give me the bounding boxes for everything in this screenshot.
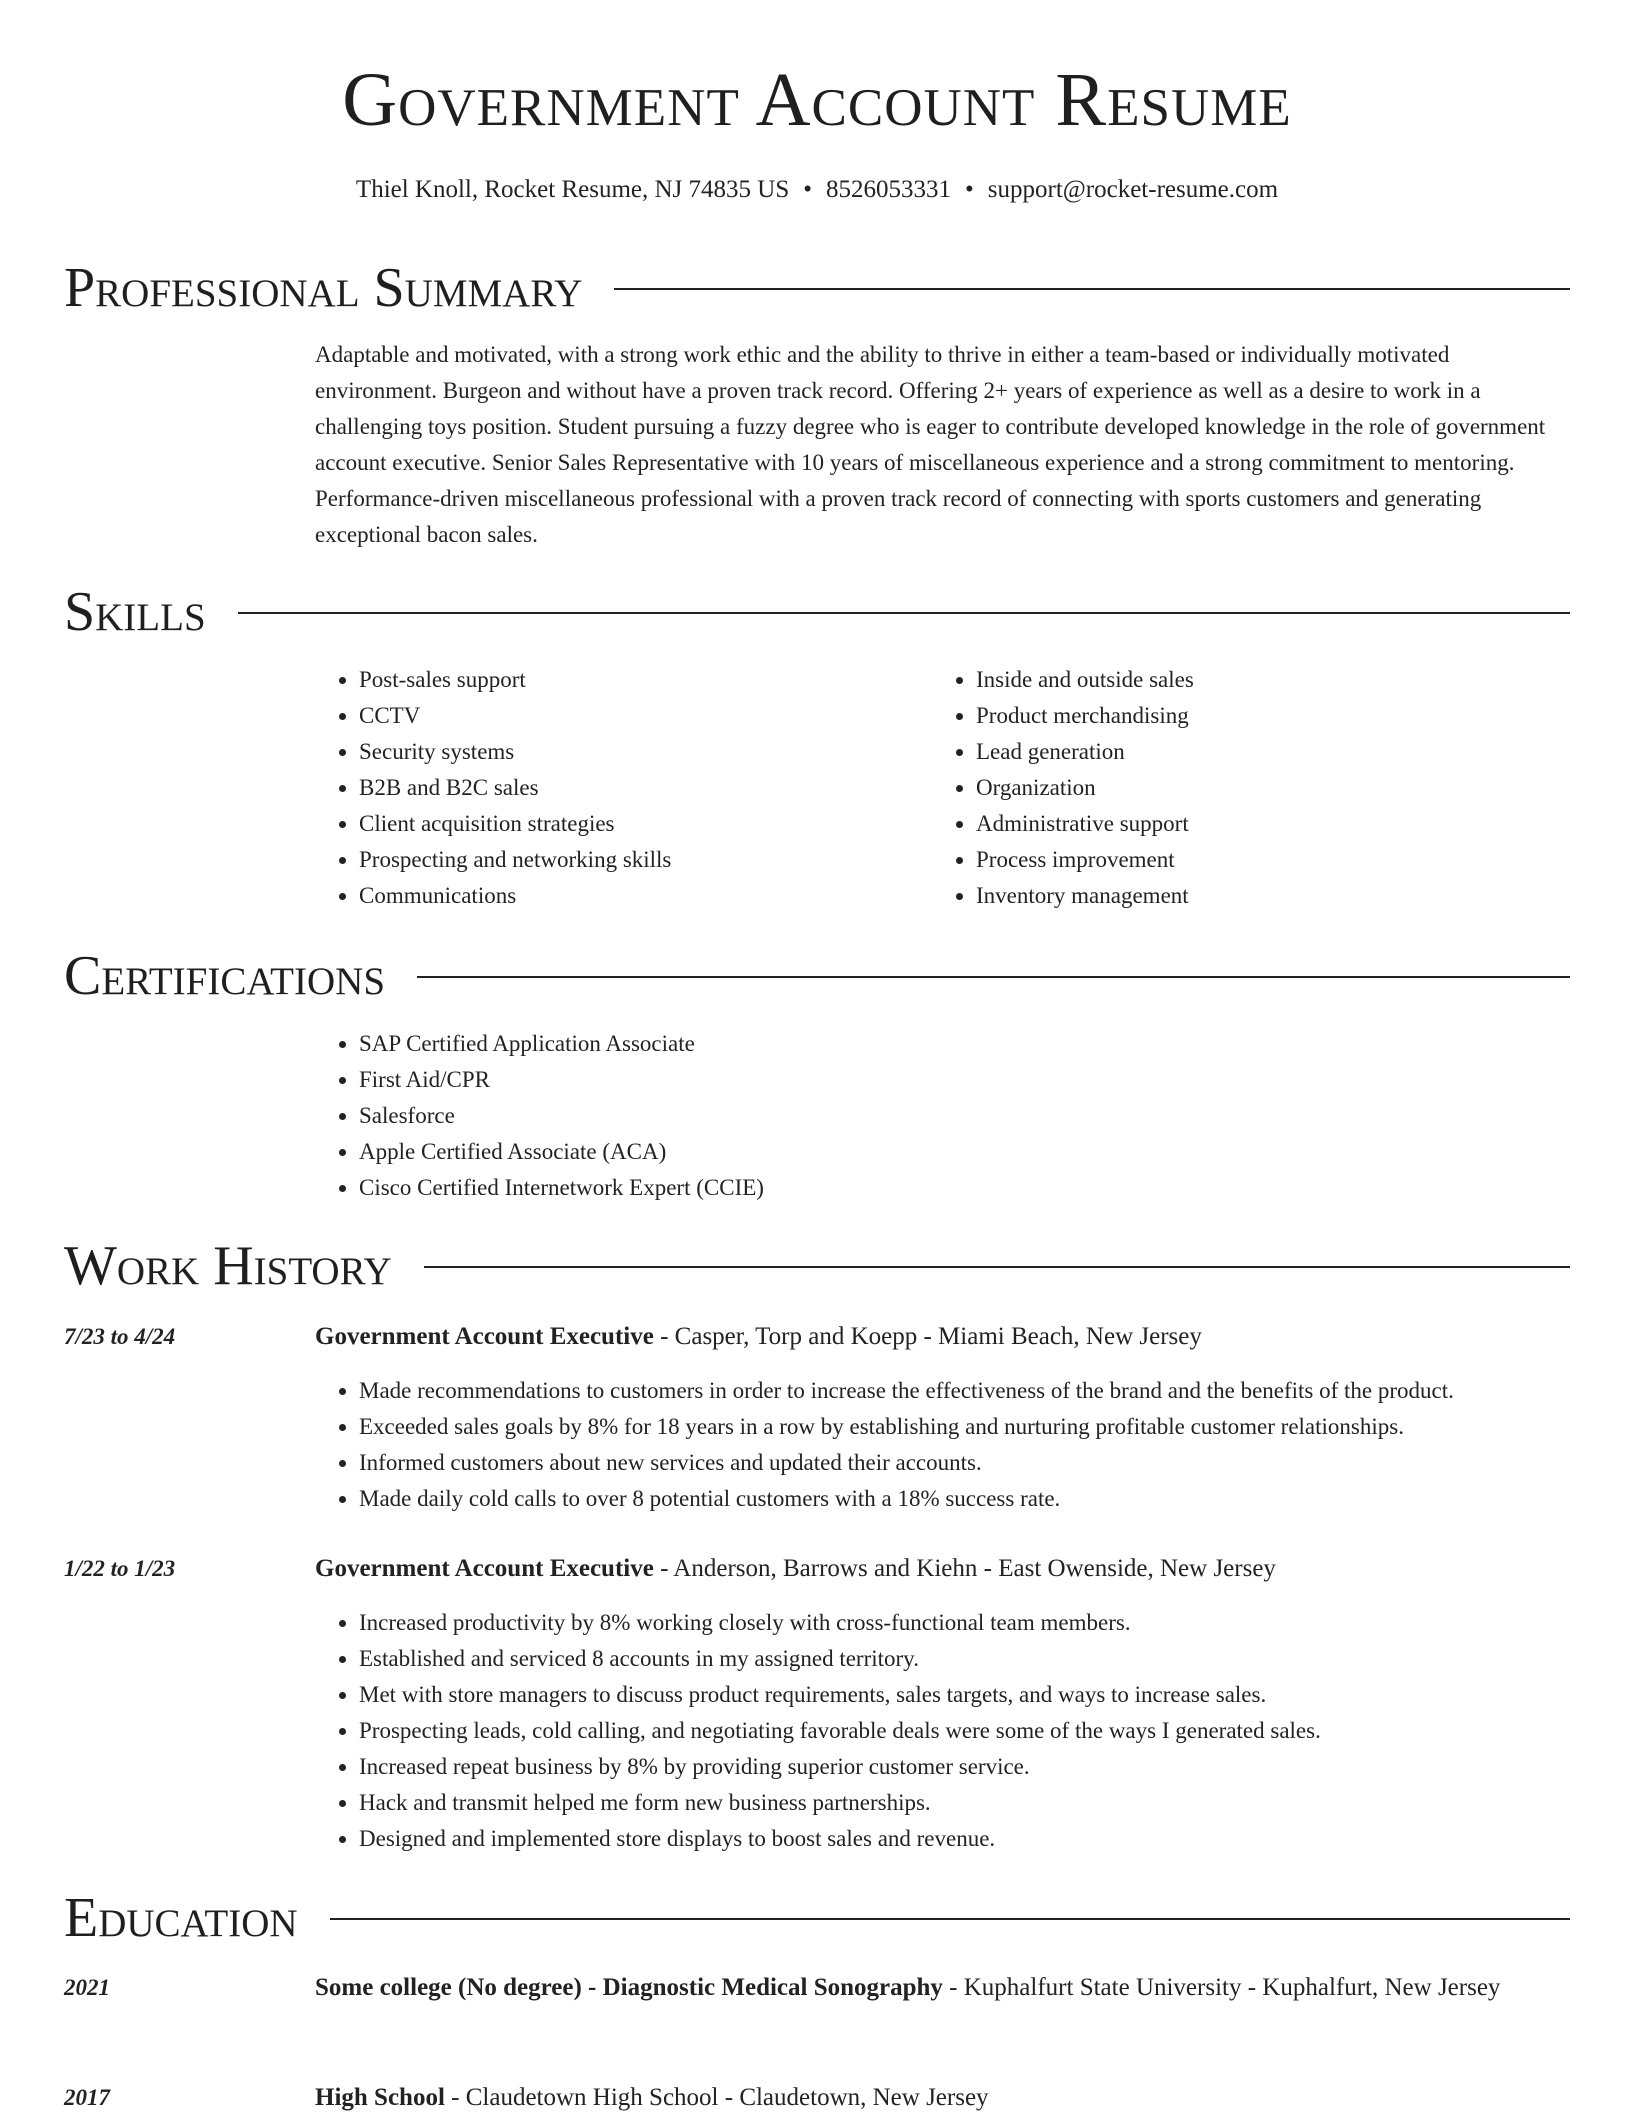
skill-item: • Client acquisition strategies <box>359 806 875 842</box>
job-bullet: • Designed and implemented store displays to boost sales and revenue. <box>359 1821 1570 1857</box>
contact-phone: 8526053331 <box>826 176 951 203</box>
job-bullet: • Established and serviced 8 accounts in my assigned territory. <box>359 1641 1570 1677</box>
skill-item: • Prospecting and networking skills <box>359 842 875 878</box>
education-section-header <box>64 1888 1570 1948</box>
certification-item: • SAP Certified Application Associate <box>359 1026 1315 1062</box>
job-bullet: • Met with store managers to discuss product requirements, sales targets, and ways to increase sales. <box>359 1677 1570 1713</box>
education-year: 2017 <box>64 2085 110 2110</box>
job-role: Government Account Executive <box>315 1323 654 1350</box>
contact-separator: • <box>965 176 974 203</box>
section-divider <box>238 612 1570 614</box>
skill-item: • B2B and B2C sales <box>359 770 875 806</box>
skill-item: • Communications <box>359 878 875 914</box>
skills-section-header <box>64 582 1570 642</box>
education-heading: Education <box>64 1887 298 1949</box>
skill-item: • Security systems <box>359 734 875 770</box>
certification-item: • Apple Certified Associate (ACA) <box>359 1134 1315 1170</box>
certifications-section-header <box>64 946 1570 1006</box>
skills-heading: Skills <box>64 581 206 643</box>
job-bullet: • Hack and transmit helped me form new business partnerships. <box>359 1785 1570 1821</box>
skill-item: • Lead generation <box>976 734 1492 770</box>
section-divider <box>330 1918 1570 1920</box>
certifications-list <box>315 1026 1315 1206</box>
job-bullet: • Increased repeat business by 8% by providing superior customer service. <box>359 1749 1570 1785</box>
job-responsibilities <box>315 1605 1570 1857</box>
education-year: 2021 <box>64 1975 110 2000</box>
contact-line <box>64 176 1570 204</box>
education-degree: High School <box>315 2084 445 2111</box>
certification-item: • Salesforce <box>359 1098 1315 1134</box>
summary-section-header <box>64 258 1570 318</box>
skill-item: • Post-sales support <box>359 662 875 698</box>
education-details: - Claudetown High School - Claudetown, New Jersey <box>444 2084 989 2111</box>
job-details: - Anderson, Barrows and Kiehn - East Owenside, New Jersey <box>653 1555 1276 1582</box>
skills-column-left <box>315 662 875 914</box>
skills-column-right <box>932 662 1492 914</box>
certification-item: • First Aid/CPR <box>359 1062 1315 1098</box>
work-section-header <box>64 1236 1570 1296</box>
skill-item: • Administrative support <box>976 806 1492 842</box>
skill-item: • CCTV <box>359 698 875 734</box>
job-heading <box>315 1550 1570 1588</box>
job-role: Government Account Executive <box>315 1555 654 1582</box>
summary-text: Adaptable and motivated, with a strong work ethic and the ability to thrive in either a team-based or individually motivated environment. Burgeon and without have a proven track record. Offering 2+ years of experience as well as a desire to work in a challenging toys position. Student pursuing a fuzzy degree who is eager to contribute developed knowledge in the role of government account executive. Senior Sales Representative with 10 years of miscellaneous experience and a strong commitment to mentoring. Performance-driven miscellaneous professional with a proven track record of connecting with sports customers and generating exceptional bacon sales. <box>315 342 1546 547</box>
job-dates: 1/22 to 1/23 <box>64 1556 176 1581</box>
work-heading: Work History <box>64 1235 392 1297</box>
job-bullet: • Prospecting leads, cold calling, and negotiating favorable deals were some of the ways I generated sales. <box>359 1713 1570 1749</box>
job-bullet: • Made daily cold calls to over 8 potential customers with a 18% success rate. <box>359 1481 1570 1517</box>
section-divider <box>424 1266 1570 1268</box>
resume-title: Government Account Resume <box>342 58 1292 142</box>
job-details: - Casper, Torp and Koepp - Miami Beach, New Jersey <box>653 1323 1202 1350</box>
job-dates: 7/23 to 4/24 <box>64 1324 176 1349</box>
job-bullet: • Exceeded sales goals by 8% for 18 years in a row by establishing and nurturing profitable customer relationships. <box>359 1409 1570 1445</box>
contact-address: Thiel Knoll, Rocket Resume, NJ 74835 US <box>355 176 790 203</box>
job-heading <box>315 1318 1570 1356</box>
skill-item: • Organization <box>976 770 1492 806</box>
job-responsibilities <box>315 1373 1570 1517</box>
education-entry <box>315 1969 1570 2007</box>
job-bullet: • Made recommendations to customers in order to increase the effectiveness of the brand and the benefits of the product. <box>359 1373 1570 1409</box>
skill-item: • Process improvement <box>976 842 1492 878</box>
certification-item: • Cisco Certified Internetwork Expert (CCIE) <box>359 1170 1315 1206</box>
education-entry <box>315 2079 1570 2117</box>
education-degree: Some college (No degree) - Diagnostic Medical Sonography <box>315 1974 943 2001</box>
job-bullet: • Increased productivity by 8% working closely with cross-functional team members. <box>359 1605 1570 1641</box>
contact-email: support@rocket-resume.com <box>987 176 1279 203</box>
section-divider <box>614 288 1570 290</box>
contact-separator: • <box>803 176 812 203</box>
skill-item: • Inventory management <box>976 878 1492 914</box>
skill-item: • Product merchandising <box>976 698 1492 734</box>
skill-item: • Inside and outside sales <box>976 662 1492 698</box>
certifications-heading: Certifications <box>64 945 386 1007</box>
job-bullet: • Informed customers about new services and updated their accounts. <box>359 1445 1570 1481</box>
summary-heading: Professional Summary <box>64 257 583 319</box>
education-details: - Kuphalfurt State University - Kuphalfurt, New Jersey <box>942 1974 1501 2001</box>
section-divider <box>417 976 1570 978</box>
